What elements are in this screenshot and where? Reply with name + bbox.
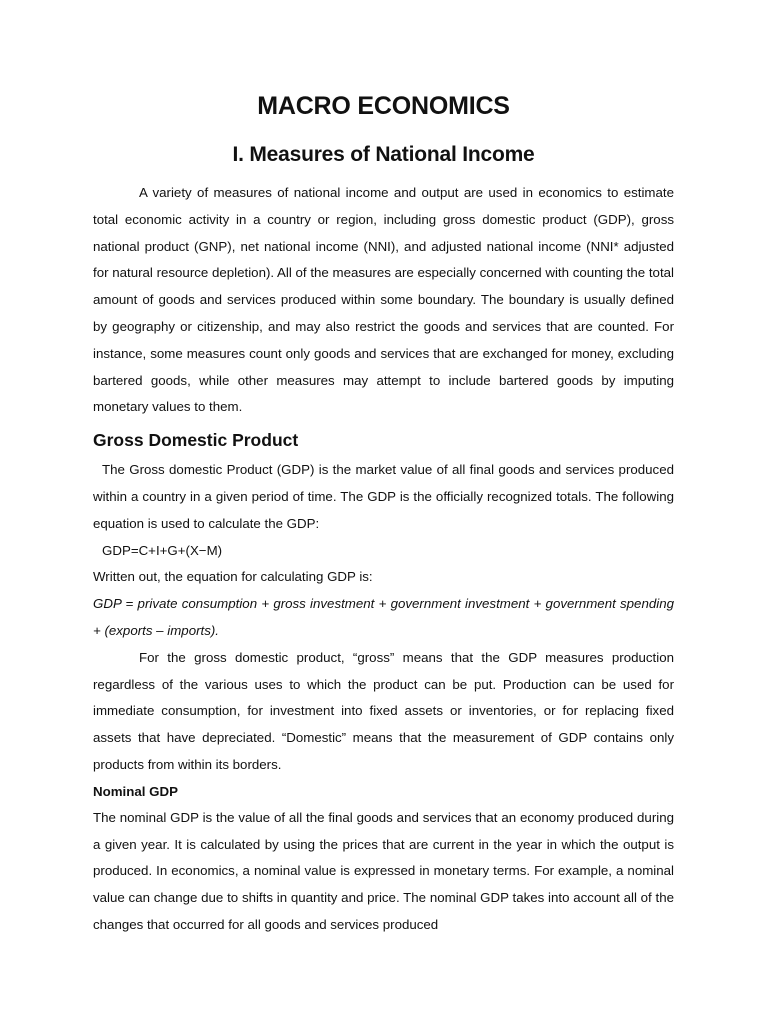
- written-out-label: Written out, the equation for calculating GDP is:: [93, 569, 373, 585]
- nominal-gdp-paragraph: The nominal GDP is the value of all the final goods and services that an economy produced during a given year. It is calculated by using the prices that are current in the year in which the output is produced. In economics, a nominal value is expressed in monetary terms. For example, a nominal value can change due to shifts in quantity and price. The nominal GDP takes into account all of the changes that occurred for all goods and services produced: [93, 809, 674, 932]
- gdp-paragraph: The Gross domestic Product (GDP) is the market value of all final goods and services produced within a country in a given period of time. The GDP is the officially recognized totals. The following equation is used to calculate the GDP:: [93, 462, 674, 531]
- section-title: I. Measures of National Income: [232, 143, 535, 166]
- nominal-gdp-heading: Nominal GDP: [93, 783, 178, 799]
- document-page: [93, 88, 674, 939]
- gdp-heading: Gross Domestic Product: [93, 430, 299, 451]
- written-equation: GDP = private consumption + gross investment + government investment + government spending + (exports – imports).: [93, 596, 674, 638]
- intro-paragraph: A variety of measures of national income and output are used in economics to estimate total economic activity in a country or region, including gross domestic product (GDP), gross national product (GNP), net national income (NNI), and adjusted national income (NNI* adjusted for natural resource depletion). All of the measures are especially concerned with counting the total amount of goods and services produced within some boundary. The boundary is usually defined by geography or citizenship, and may also restrict the goods and services that are counted. For instance, some measures count only goods and services that are exchanged for money, excluding bartered goods, while other measures may attempt to include bartered goods by imputing monetary values to them.: [93, 185, 674, 415]
- document-title: MACRO ECONOMICS: [257, 92, 510, 120]
- gross-paragraph: For the gross domestic product, “gross” means that the GDP measures production regardless of the various uses to which the product can be put. Production can be used for immediate consumption, for investment into fixed assets or inventories, or for replacing fixed assets that have depreciated. “Domestic” means that the measurement of GDP contains only products from within its borders.: [93, 649, 674, 772]
- gdp-equation: GDP=C+I+G+(X−M): [102, 542, 223, 558]
